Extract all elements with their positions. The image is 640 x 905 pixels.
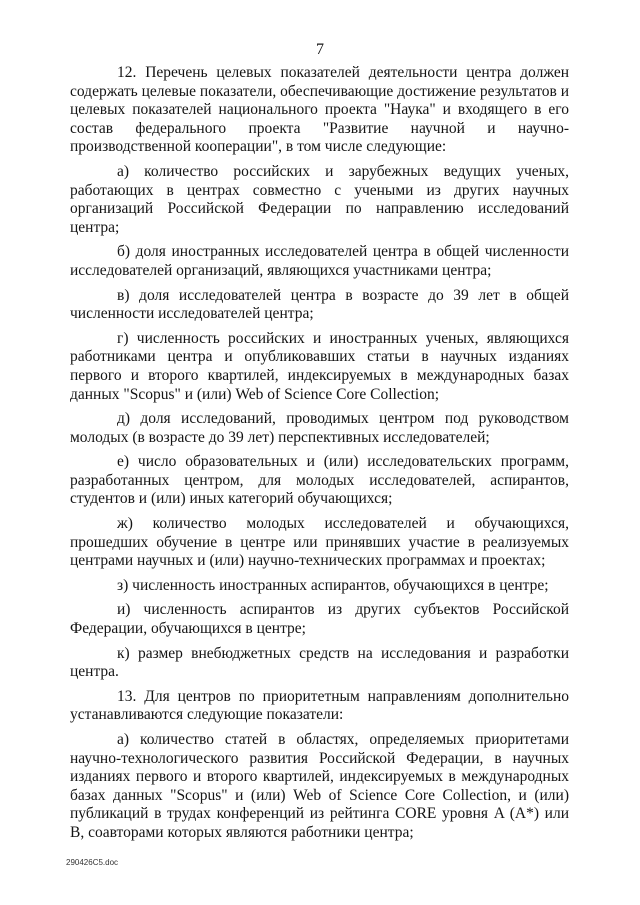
paragraph-12b: б) доля иностранных исследователей центра в общей численности исследователей организаций, являющихся участниками центра; xyxy=(70,243,569,279)
page-number: 7 xyxy=(316,41,324,58)
paragraph-13a: а) количество статей в областях, определяемых приоритетами научно-технологического развития Российской Федерации, в научных изданиях первого и второго квартилей, индексируемых в международных базах данных "Scopus" и (или) Web of Science Core Collection, и (или) публикаций в трудах конференций из рейтинга CORE уровня A (A*) или B, соавторами которых являются работники центра; xyxy=(70,731,569,841)
paragraph-12a: а) количество российских и зарубежных ведущих ученых, работающих в центрах совместно с учеными из других научных организаций Российской Федерации по направлению исследований центра; xyxy=(70,162,569,236)
paragraph-13: 13. Для центров по приоритетным направлениям дополнительно устанавливаются следующие показатели: xyxy=(70,687,569,724)
paragraph-12i: и) численность аспирантов из других субъектов Российской Федерации, обучающихся в центре; xyxy=(70,601,569,638)
paragraph-12: 12. Перечень целевых показателей деятельности центра должен содержать целевые показатели, обеспечивающие достижение результатов и целевых показателей национального проекта "Наука" и входящего в его состав федерального проекта "Развитие научной и научно-производственной кооперации", в том числе следующие: xyxy=(70,64,569,156)
paragraph-12d: д) доля исследований, проводимых центром под руководством молодых (в возрасте до 39 лет) перспективных исследователей; xyxy=(70,410,569,446)
paragraph-12v: в) доля исследователей центра в возрасте до 39 лет в общей численности исследователей центра; xyxy=(70,286,569,323)
paragraph-12g: г) численность российских и иностранных ученых, являющихся работниками центра и опубликовавших статьи в научных изданиях первого и второго квартилей, индексируемых в международных базах данных "Scopus" и (или) Web of Science Core Collection; xyxy=(70,329,569,403)
paragraph-12e: е) число образовательных и (или) исследовательских программ, разработанных центром, для молодых исследователей, аспирантов, студентов и (или) иных категорий обучающихся; xyxy=(70,453,569,508)
paragraph-12z: з) численность иностранных аспирантов, обучающихся в центре; xyxy=(117,576,549,594)
document-filename-footer: 290426C5.doc xyxy=(66,858,119,867)
document-body xyxy=(70,64,569,849)
paragraph-12zh: ж) количество молодых исследователей и обучающихся, прошедших обучение в центре или принявших участие в реализуемых центрами научных и (или) научно-технических программах и проектах; xyxy=(70,515,569,570)
paragraph-12k: к) размер внебюджетных средств на исследования и разработки центра. xyxy=(70,644,569,681)
